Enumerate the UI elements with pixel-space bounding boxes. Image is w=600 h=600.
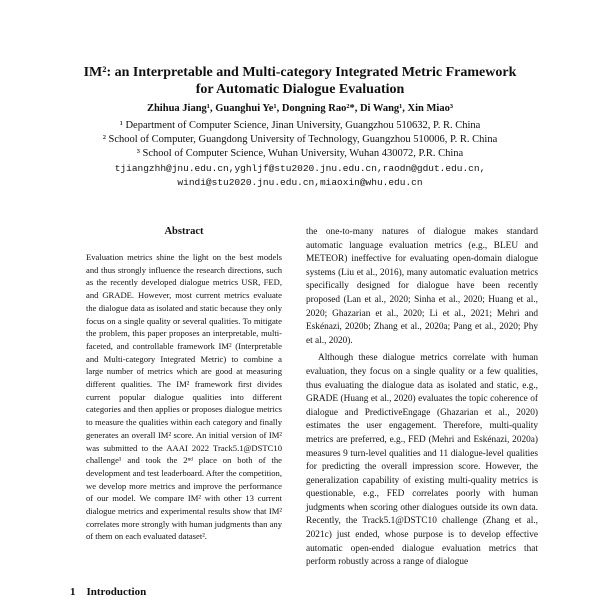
body-paragraph-1: the one-to-many natures of dialogue makes standard automatic language evaluation metrics (e.g., BLEU and METEOR) ineffective for evaluating open-domain dialogue systems (Liu et al., 2016), many automatic evaluation metrics specifically designed for dialogue have been recently proposed (Lan et al., 2020; Sinha et al., 2020; Huang et al., 2020; Ghazarian et al., 2020; Li et al., 2021; Mehri and Eskénazi, 2020b; Zhang et al., 2020a; Pang et al., 2020; Phy et al., 2020). — [306, 227, 538, 346]
section-heading — [70, 586, 146, 598]
abstract-column — [86, 226, 282, 543]
affiliation-2: ² School of Computer, Guangdong University of Technology, Guangzhou 510006, P. R. China — [102, 134, 498, 145]
paper-title-line-1: IM²: an Interpretable and Multi-category Integrated Metric Framework — [83, 65, 517, 80]
body-paragraph-2: Although these dialogue metrics correlate with human evaluation, they focus on a single quality or a few qualities, thus evaluating the dialogue data as isolated and static, e.g., GRADE (Huang et al., 2020) evaluates the topic coherence of dialogue and PredictiveEngage (Ghazarian et al., 2020) estimates the user engagement. Therefore, multi-quality metrics are preferred, e.g., FED (Mehri and Eskénazi, 2020a) measures 9 turn-level qualities and 11 dialogue-level qualities for predicting the overall impression score. However, the generalization capability of existing multi-quality metrics is questionable, e.g., FED correlates poorly with human judgments when scoring other dialogues outside its own data. Recently, the Track5.1@DSTC10 challenge (Zhang et al., 2021c) just ended, whose purpose is to develop effective automatic open-ended dialogue evaluation metrics that perform robustly across a range of dialogue — [306, 353, 538, 568]
abstract-heading: Abstract — [164, 226, 204, 237]
author-list: Zhihua Jiang¹, Guanghui Ye¹, Dongning Rao²*, Di Wang¹, Xin Miao³ — [146, 103, 454, 114]
section-title: Introduction — [86, 586, 147, 598]
email-line-2: windi@stu2020.jnu.edu.cn,miaoxin@whu.edu.cn — [177, 177, 423, 188]
paper-title-line-2: for Automatic Dialogue Evaluation — [195, 82, 405, 97]
affiliation-3: ³ School of Computer Science, Wuhan University, Wuhan 430072, P.R. China — [136, 148, 464, 159]
abstract-text: Evaluation metrics shine the light on the best models and thus strongly influence the research directions, such as the recently developed dialogue metrics USR, FED, and GRADE. However, most current metrics evaluate the dialogue data as isolated and static because they only focus on a single quality or several qualities. To mitigate the problem, this paper proposes an interpretable, multi-faceted, and controllable framework IM² (Interpretable and Multi-category Integrated Metric) to combine a large number of metrics which are good at measuring different qualities. The IM² framework first divides current popular dialogue qualities into different categories and then applies or proposes dialogue metrics to measure the qualities within each category and finally generates an overall IM² score. An initial version of IM² was submitted to the AAAI 2022 Track5.1@DSTC10 challenge¹ and took the 2ⁿᵈ place on both of the development and test leaderboard. After the competition, we develop more metrics and improve the performance of our model. We compare IM² with other 13 current dialogue metrics and experimental results show that IM² correlates more strongly with human judgments than any of them on each evaluated dataset². — [86, 252, 282, 542]
body-column-right — [306, 226, 538, 570]
email-line-1: tjiangzhh@jnu.edu.cn,yghljf@stu2020.jnu.edu.cn,raodn@gdut.edu.cn, — [114, 163, 486, 174]
affiliation-1: ¹ Department of Computer Science, Jinan University, Guangzhou 510632, P. R. China — [119, 120, 481, 131]
section-number: 1 — [70, 586, 76, 598]
